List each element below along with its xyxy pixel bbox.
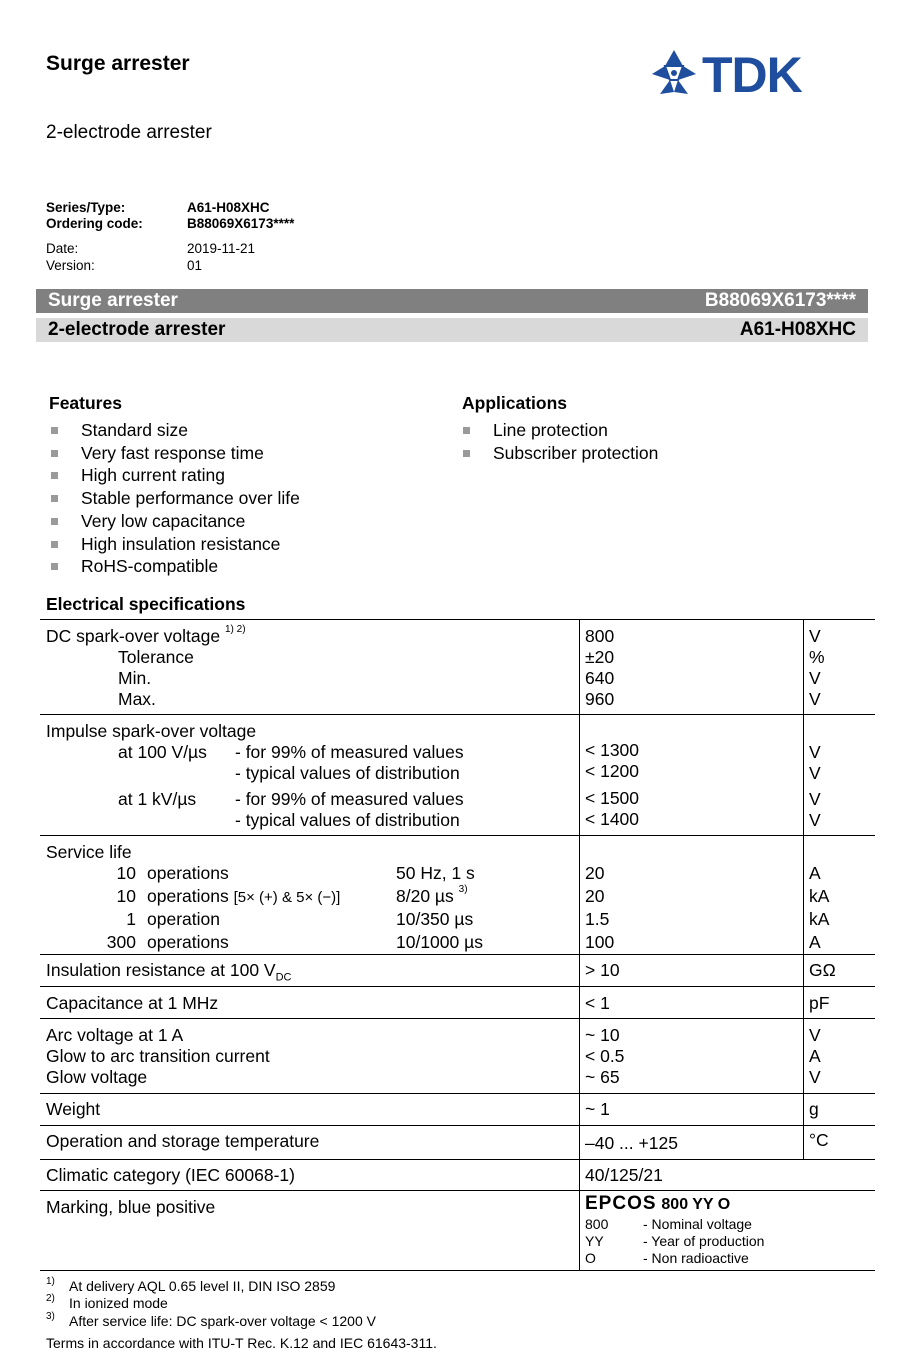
impulse-unit: V — [809, 742, 821, 762]
insulation-value: > 10 — [585, 960, 620, 980]
glow-arc-value: < 0.5 — [585, 1046, 625, 1066]
service-count: 300 — [106, 932, 136, 952]
applications-heading: Applications — [462, 393, 568, 413]
tdk-star-icon — [652, 50, 696, 94]
service-unit: A — [809, 932, 821, 952]
version-label: Version: — [46, 258, 95, 273]
specs-heading: Electrical specifications — [46, 594, 246, 614]
impulse-label: Impulse spark-over voltage — [46, 721, 257, 741]
glow-voltage-unit: V — [809, 1067, 821, 1087]
dc-nominal-unit: V — [809, 626, 821, 646]
bullet-square-icon — [51, 427, 58, 434]
impulse-desc-typical: - typical values of distribution — [235, 810, 460, 830]
bullet-square-icon — [51, 450, 58, 457]
marking-code: EPCOS 800 YY O — [585, 1193, 731, 1214]
service-condition: 10/1000 µs — [396, 932, 483, 952]
service-value: 20 — [585, 886, 605, 906]
capacitance-unit: pF — [809, 993, 830, 1013]
product-bar-code: B88069X6173**** — [704, 290, 856, 311]
marking-key: O — [585, 1250, 596, 1266]
impulse-unit: V — [809, 763, 821, 783]
service-condition: 8/20 µs $^{3)}$ — [396, 884, 468, 906]
service-count: 10 — [116, 886, 136, 906]
impulse-unit: V — [809, 810, 821, 830]
dc-tolerance-label: Tolerance — [118, 647, 194, 667]
service-unit: kA — [809, 886, 830, 906]
table-rule — [40, 1190, 875, 1191]
service-count: 10 — [116, 863, 136, 883]
series-value: A61-H08XHC — [187, 200, 270, 215]
temperature-value: –40 ... +125 — [585, 1133, 678, 1153]
table-rule — [40, 1125, 875, 1126]
features-heading: Features — [49, 393, 122, 413]
bullet-square-icon — [463, 427, 470, 434]
table-divider — [803, 619, 804, 1159]
weight-unit: g — [809, 1099, 819, 1119]
impulse-unit: V — [809, 789, 821, 809]
logo-text: TDK — [702, 47, 802, 98]
table-rule — [40, 619, 875, 620]
impulse-value: < 1400 — [585, 809, 640, 829]
service-value: 100 — [585, 932, 615, 952]
impulse-value: < 1300 — [585, 740, 640, 760]
climatic-value: 40/125/21 — [585, 1165, 663, 1185]
service-condition: 10/350 µs — [396, 909, 474, 929]
glow-arc-unit: A — [809, 1046, 821, 1066]
temperature-unit: °C — [809, 1130, 829, 1150]
service-value: 1.5 — [585, 909, 610, 929]
weight-label: Weight — [46, 1099, 101, 1119]
bullet-square-icon — [51, 563, 58, 570]
type-bar-title: 2-electrode arrester — [48, 319, 226, 340]
dc-min-value: 640 — [585, 668, 615, 688]
marking-desc: - Year of production — [643, 1233, 765, 1249]
date-value: 2019-11-21 — [187, 241, 256, 256]
impulse-value: < 1200 — [585, 761, 640, 781]
arc-voltage-value: ~ 10 — [585, 1025, 620, 1045]
service-unit: A — [809, 863, 821, 883]
marking-label: Marking, blue positive — [46, 1197, 216, 1217]
capacitance-value: < 1 — [585, 993, 610, 1013]
service-value: 20 — [585, 863, 605, 883]
series-label: Series/Type: — [46, 200, 126, 215]
page-title: Surge arrester — [46, 52, 190, 75]
insulation-label: Insulation resistance at 100 $V_{DC}$ — [46, 960, 292, 984]
page-subtitle: 2-electrode arrester — [46, 122, 212, 143]
epcos-brand: EPCOS — [585, 1193, 657, 1214]
marking-desc: - Nominal voltage — [643, 1216, 752, 1232]
type-bar-code: A61-H08XHC — [739, 319, 856, 340]
bullet-square-icon — [51, 541, 58, 548]
table-divider — [579, 619, 580, 1270]
marking-desc: - Non radioactive — [643, 1250, 749, 1266]
temperature-label: Operation and storage temperature — [46, 1131, 320, 1151]
dc-max-label: Max. — [118, 689, 156, 709]
bullet-square-icon — [51, 495, 58, 502]
table-rule — [40, 1159, 875, 1160]
marking-key: YY — [585, 1233, 604, 1249]
dc-sparkover-label: DC spark-over voltage $^{1) 2)}$ — [46, 624, 246, 646]
impulse-desc-typical: - typical values of distribution — [235, 763, 460, 783]
table-rule — [40, 1270, 875, 1271]
glow-arc-label: Glow to arc transition current — [46, 1046, 270, 1066]
bullet-square-icon — [463, 450, 470, 457]
service-count: 1 — [126, 909, 136, 929]
dc-max-value: 960 — [585, 689, 615, 709]
dc-tolerance-unit: % — [809, 647, 825, 667]
table-rule — [40, 1093, 875, 1094]
glow-voltage-label: Glow voltage — [46, 1067, 148, 1087]
service-condition: 50 Hz, 1 s — [396, 863, 475, 883]
impulse-desc-99: - for 99% of measured values — [235, 742, 464, 762]
product-bar — [36, 289, 868, 313]
impulse-rate-100: at 100 V/µs — [118, 742, 207, 762]
glow-voltage-value: ~ 65 — [585, 1067, 620, 1087]
impulse-desc-99: - for 99% of measured values — [235, 789, 464, 809]
date-label: Date: — [46, 241, 79, 256]
dc-max-unit: V — [809, 689, 821, 709]
ordering-label: Ordering code: — [46, 216, 143, 231]
service-ops: operations — [147, 932, 229, 952]
dc-min-label: Min. — [118, 668, 152, 688]
version-value: 01 — [187, 258, 203, 273]
type-bar — [36, 318, 868, 342]
service-life-label: Service life — [46, 842, 132, 862]
capacitance-label: Capacitance at 1 MHz — [46, 993, 219, 1013]
insulation-unit: GΩ — [809, 960, 836, 980]
service-ops: operation — [147, 909, 220, 929]
impulse-value: < 1500 — [585, 788, 640, 808]
terms-note: Terms in accordance with ITU-T Rec. K.12 and IEC 61643-311. — [46, 1335, 437, 1351]
arc-voltage-label: Arc voltage at 1 A — [46, 1025, 184, 1045]
table-rule — [40, 835, 875, 836]
table-rule — [40, 954, 875, 955]
impulse-rate-1k: at 1 kV/µs — [118, 789, 197, 809]
service-ops: operations — [147, 863, 229, 883]
ordering-value: B88069X6173**** — [187, 216, 295, 231]
table-rule — [40, 1018, 875, 1019]
bullet-square-icon — [51, 518, 58, 525]
product-bar-title: Surge arrester — [48, 290, 178, 311]
bullet-square-icon — [51, 472, 58, 479]
tdk-logo — [650, 46, 845, 98]
table-rule — [40, 986, 875, 987]
dc-tolerance-value: ±20 — [585, 647, 615, 667]
arc-voltage-unit: V — [809, 1025, 821, 1045]
service-ops: operations [5× (+) & 5× (−)] — [147, 886, 341, 906]
marking-key: 800 — [585, 1216, 609, 1232]
service-unit: kA — [809, 909, 830, 929]
dc-nominal-value: 800 — [585, 626, 615, 646]
weight-value: ~ 1 — [585, 1099, 610, 1119]
table-rule — [40, 714, 875, 715]
climatic-label: Climatic category (IEC 60068-1) — [46, 1165, 295, 1185]
dc-min-unit: V — [809, 668, 821, 688]
